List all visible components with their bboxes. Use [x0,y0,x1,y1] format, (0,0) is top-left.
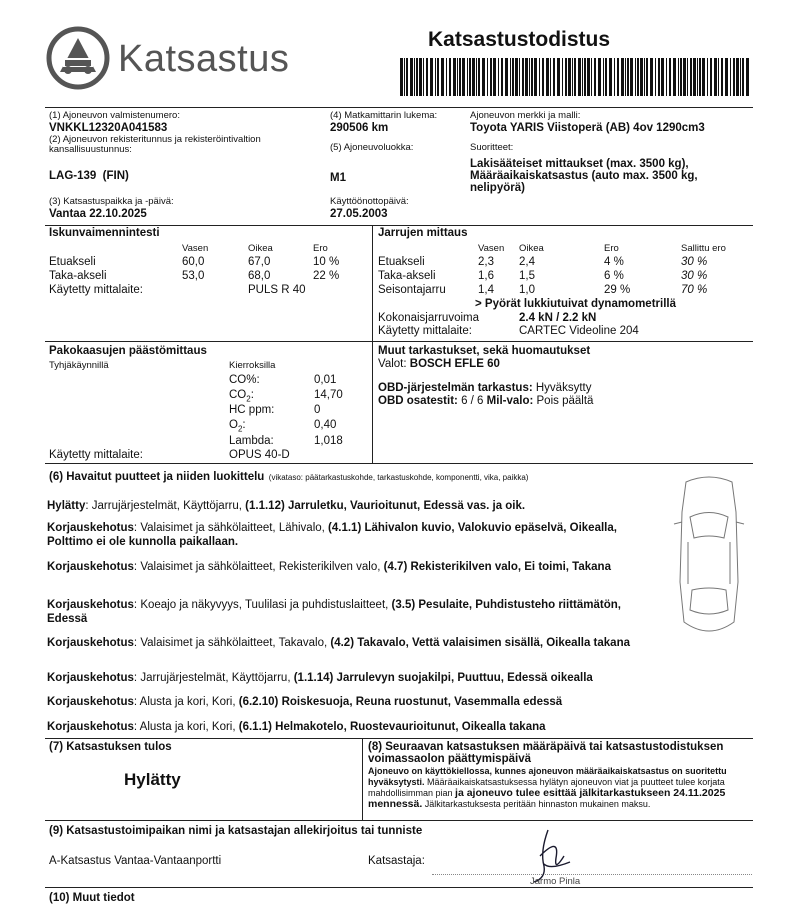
barcode-bar [410,58,413,96]
brakes-row-allowed: 30 % [681,270,708,282]
barcode-bar [702,58,705,96]
misc-title: (10) Muut tiedot [49,892,135,904]
barcode-bar [419,58,422,96]
make-value: Toyota YARIS Viistoperä (AB) 4ov 1290cm3 [470,122,705,134]
mil-label: Mil-valo: [486,395,534,407]
obd-label: OBD-järjestelmän tarkastus: [378,382,533,394]
barcode-bar [469,58,471,96]
barcode-bar [578,58,581,96]
result-value: Hylätty [124,770,181,789]
barcode-bar [550,58,551,96]
brakes-row-left: 1,6 [478,270,494,282]
lights-value: BOSCH EFLE 60 [409,358,500,370]
emissions-rpm-label: Kierroksilla [229,360,276,371]
barcode-bar [478,58,480,96]
brand-name: Katsastus [118,38,290,80]
emissions-co-label: CO%: [229,374,260,386]
brakes-row-diff: 6 % [604,270,624,282]
barcode-bar [462,58,465,96]
barcode-bar [605,58,607,96]
signature-title: (9) Katsastustoimipaikan nimi ja katsastajan allekirjoitus tai tunniste [49,825,423,837]
barcode-bar [472,58,475,96]
brakes-row-diff: 4 % [604,256,624,268]
brakes-col-diff: Ero [604,243,619,254]
barcode-bar [553,58,555,96]
defect-item [47,671,647,685]
car-diagram [666,472,752,642]
barcode-bar [603,58,604,96]
barcode-bar [584,58,586,96]
barcode-bar [487,58,488,96]
performed-label: Suoritteet: [470,142,514,153]
defect-description: (6.1.1) Helmakotelo, Ruostevaurioitunut, Oikealla takana [238,721,546,733]
shock-col-diff: Ero [313,243,328,254]
defect-location: Jarrujärjestelmät, Käyttöjarru, [137,672,294,684]
odometer-value: 290506 km [330,122,389,134]
odometer-label: (4) Matkamittarin lukema: [330,110,438,121]
brakes-total-value: 2.4 kN / 2.2 kN [519,312,597,324]
barcode-bar [441,58,444,96]
shock-row-diff: 22 % [313,270,340,282]
defect-severity: Korjauskehotus [47,599,134,611]
shock-device-value: PULS R 40 [248,284,306,296]
brakes-row-left: 1,4 [478,284,494,296]
barcode-bar [661,58,664,96]
defect-separator: : [85,500,89,512]
defect-item [47,598,647,626]
barcode-bar [435,58,436,96]
defect-item [47,560,647,574]
barcode-bar [515,58,518,96]
emissions-title: Pakokaasujen päästömittaus [49,345,207,357]
defect-item [47,695,647,709]
barcode-bar [416,58,418,96]
barcode-bar [510,58,511,96]
defect-location: Jarrujärjestelmät, Käyttöjarru, [88,500,246,512]
next-p3: ja ajoneuvo tulee esittää jälkitarkastukseen 24.11.2025 mennessä. [368,787,726,810]
barcode-bar [740,58,741,96]
barcode-bar [557,58,560,96]
defect-description: (4.2) Takavalo, Vettä valaisimen sisällä, Oikealla takana [330,637,630,649]
shock-row-name: Etuakseli [49,256,96,268]
barcode-bar [598,58,601,96]
defect-severity: Hylätty [47,500,86,512]
barcode-bar [646,58,648,96]
obd-parts-value: 6 / 6 [461,395,484,407]
brakes-device-label: Käytetty mittalaite: [378,325,472,337]
defect-separator: : [133,721,138,733]
barcode-bar [546,58,549,96]
barcode-bar [406,58,408,96]
barcode-bar [457,58,458,96]
barcode-bar [565,58,567,96]
defect-item [47,720,647,734]
brakes-row-name: Taka-akseli [378,270,436,282]
barcode-bar [699,58,701,96]
barcode-bar [644,58,645,96]
barcode-bar [627,58,629,96]
emissions-lambda-value: 1,018 [314,435,343,447]
brakes-col-left: Vasen [478,243,505,254]
barcode-bar [630,58,633,96]
emissions-co2-value: 14,70 [314,389,343,401]
barcode-bar [640,58,643,96]
barcode-bar [534,58,537,96]
barcode-bar [423,58,424,96]
barcode-bar [522,58,524,96]
document-title: Katsastustodistus [428,28,611,51]
barcode-bar [493,58,496,96]
barcode-bar [582,58,583,96]
make-label: Ajoneuvon merkki ja malli: [470,110,581,121]
barcode-bar [637,58,639,96]
defect-item [47,499,647,513]
barcode-bar [693,58,696,96]
defect-description: (4.7) Rekisterikilven valo, Ei toimi, Takana [383,561,611,573]
barcode-bar [710,58,712,96]
barcode [400,58,750,96]
result-title: (7) Katsastuksen tulos [49,741,172,753]
barcode-bar [609,58,612,96]
next-p2: Määräaikaiskatsastuksessa hylätyn ajoneuvon viat ja puutteet tulee korjata mahdollisimman pian [368,777,725,798]
station-name: A-Katsastus Vantaa-Vantaanportti [49,855,222,867]
barcode-bar [733,58,735,96]
defect-location: Valaisimet ja sähkölaitteet, Lähivalo, [137,522,329,534]
barcode-bar [449,58,451,96]
barcode-bar [591,58,592,96]
barcode-bar [414,58,415,96]
barcode-bar [687,58,688,96]
shock-col-right: Oikea [248,243,273,254]
defect-severity: Korjauskehotus [47,522,134,534]
next-p1: Ajoneuvo on käyttökiellossa, kunnes ajoneuvon määräaikaiskatsastus on suoritettu hyväksytysti. [368,766,727,787]
obd-parts-row [378,395,593,407]
vin-value: VNKKL12320A041583 [49,122,168,134]
barcode-bar [529,58,530,96]
brakes-row-right: 1,5 [519,270,535,282]
emissions-o2-value: 0,40 [314,419,337,431]
emissions-hc-value: 0 [314,404,321,416]
defect-separator: : [133,599,138,611]
mil-value: Pois päältä [536,395,594,407]
barcode-bar [525,58,528,96]
first-use-value: 27.05.2003 [330,208,388,220]
defects-title: (6) Havaitut puutteet ja niiden luokittelu [49,471,265,483]
barcode-bar [650,58,653,96]
barcode-bar [725,58,728,96]
emissions-device-label: Käytetty mittalaite: [49,449,143,461]
brakes-total-label: Kokonaisjarruvoima [378,312,479,324]
barcode-bar [718,58,719,96]
barcode-bar [658,58,660,96]
defect-severity: Korjauskehotus [47,721,134,733]
defect-separator: : [133,672,138,684]
brakes-row-name: Etuakseli [378,256,425,268]
emissions-co-value: 0,01 [314,374,337,386]
car-outline-icon [666,472,752,642]
barcode-bar [531,58,533,96]
next-title: (8) Seuraavan katsastuksen määräpäivä tai katsastustodistuksen voimassaolon päättymispäivä [368,741,724,765]
emissions-lambda-label: Lambda: [229,435,274,447]
barcode-bar [594,58,596,96]
barcode-bar [587,58,590,96]
barcode-bar [673,58,676,96]
defect-severity: Korjauskehotus [47,561,134,573]
emissions-idle-label: Tyhjäkäynnillä [49,360,109,371]
brakes-title: Jarrujen mittaus [378,227,468,239]
barcode-bar [666,58,667,96]
barcode-image [400,58,750,96]
emissions-hc-label: HC ppm: [229,404,275,416]
obd-value: Hyväksytty [535,382,592,394]
barcode-bar [690,58,692,96]
barcode-bar [655,58,656,96]
emissions-device-value: OPUS 40-D [229,449,290,461]
barcode-bar [617,58,619,96]
barcode-bar [519,58,520,96]
class-label: (5) Ajoneuvoluokka: [330,142,414,153]
shock-row-left: 60,0 [182,256,205,268]
barcode-bar [621,58,624,96]
place-label: (3) Katsastuspaikka ja -päivä: [49,196,174,207]
defect-separator: : [133,561,138,573]
lights-label: Valot: [378,358,407,370]
obd-row [378,382,591,394]
brakes-row-allowed: 70 % [681,284,708,296]
barcode-bar [680,58,682,96]
defect-location: Valaisimet ja sähkölaitteet, Takavalo, [137,637,331,649]
brakes-row-name: Seisontajarru [378,284,446,296]
barcode-bar [669,58,671,96]
defect-separator: : [133,637,138,649]
brakes-col-right: Oikea [519,243,544,254]
defect-location: Koeajo ja näkyvyys, Tuulilasi ja puhdistuslaitteet, [137,599,392,611]
defects-header [49,467,528,485]
barcode-bar [404,58,405,96]
barcode-bar [467,58,468,96]
barcode-bar [505,58,508,96]
barcode-bar [614,58,615,96]
barcode-bar [730,58,731,96]
defects-subtitle: (vikataso: päätarkastuskohde, tarkastuskohde, komponentti, vika, paikka) [268,473,529,482]
class-value: M1 [330,172,346,184]
brakes-row-diff: 29 % [604,284,631,296]
barcode-bar [498,58,499,96]
brakes-col-allowed: Sallittu ero [681,243,726,254]
emissions-co2-label: $CO_2$: [229,389,254,404]
barcode-bar [400,58,403,96]
katsastus-logo-icon [46,26,110,90]
shock-row-diff: 10 % [313,256,340,268]
barcode-bar [459,58,461,96]
barcode-bar [426,58,428,96]
defect-location: Alusta ja kori, Kori, [137,721,239,733]
defect-location: Alusta ja kori, Kori, [137,696,239,708]
emissions-o2-label: $O_2$: [229,419,246,434]
obd-parts-label: OBD osatestit: [378,395,458,407]
shock-row-right: 67,0 [248,256,271,268]
defect-description: (1.1.12) Jarruletku, Vaurioitunut, Edessä vas. ja oik. [245,500,526,512]
defect-description: (1.1.14) Jarrulevyn suojakilpi, Puuttuu, Edessä oikealla [293,672,593,684]
defect-item [47,636,647,650]
barcode-bar [678,58,679,96]
barcode-bar [572,58,573,96]
shock-col-left: Vasen [182,243,209,254]
barcode-bar [568,58,571,96]
brakes-device-value: CARTEC Videoline 204 [519,325,639,337]
brakes-row-left: 2,3 [478,256,494,268]
vin-label: (1) Ajoneuvon valmistenumero: [49,110,180,121]
barcode-bar [437,58,439,96]
defect-separator: : [133,696,138,708]
barcode-bar [697,58,698,96]
performed-value: Lakisääteiset mittaukset (max. 3500 kg), Määräaikaiskatsastus (auto max. 3500 kg, nelipyörä) [470,158,698,194]
signature-line [432,874,752,875]
barcode-bar [625,58,626,96]
brakes-row-allowed: 30 % [681,256,708,268]
barcode-bar [736,58,739,96]
barcode-bar [453,58,456,96]
defect-item [47,521,647,549]
barcode-bar [476,58,477,96]
barcode-bar [721,58,723,96]
defect-description: (3.5) Pesulaite, Puhdistusteho riittämätön, Edessä [47,599,621,625]
barcode-bar [683,58,686,96]
reg-label: (2) Ajoneuvon rekisteritunnus ja rekisteröintivaltion kansallisuustunnus: [49,134,261,155]
shock-row-right: 68,0 [248,270,271,282]
barcode-bar [707,58,708,96]
first-use-label: Käyttöönottopäivä: [330,196,409,207]
next-text [368,766,753,810]
shock-title: Iskunvaimennintesti [49,227,160,239]
next-p4: Jälkitarkastuksesta peritään hinnaston mukainen maksu. [422,799,651,809]
barcode-bar [512,58,514,96]
barcode-bar [742,58,744,96]
barcode-bar [562,58,563,96]
barcode-bar [539,58,540,96]
barcode-bar [574,58,576,96]
barcode-bar [482,58,485,96]
barcode-bar [746,58,749,96]
defect-severity: Korjauskehotus [47,672,134,684]
other-title: Muut tarkastukset, sekä huomautukset [378,345,591,357]
shock-row-left: 53,0 [182,270,205,282]
place-value: Vantaa 22.10.2025 [49,208,147,220]
barcode-bar [501,58,503,96]
barcode-bar [542,58,544,96]
brakes-row-right: 1,0 [519,284,535,296]
inspector-name: Jarmo Pinla [530,876,581,887]
barcode-bar [446,58,447,96]
reg-value: LAG-139 (FIN) [49,170,129,182]
barcode-bar [490,58,492,96]
defect-separator: : [133,522,138,534]
shock-row-name: Taka-akseli [49,270,107,282]
brand-logo [46,26,110,90]
inspector-label: Katsastaja: [368,855,425,867]
defect-description: (4.1.1) Lähivalon kuvio, Valokuvio epäselvä, Oikealla, Polttimo ei ole kunnolla paikallaan. [47,522,617,548]
defect-location: Valaisimet ja sähkölaitteet, Rekisterikilven valo, [137,561,384,573]
defect-description: (6.2.10) Roiskesuoja, Reuna ruostunut, Vasemmalla edessä [238,696,563,708]
barcode-bar [635,58,636,96]
brakes-row-right: 2,4 [519,256,535,268]
lights-row [378,358,500,370]
defect-severity: Korjauskehotus [47,696,134,708]
brakes-lock-note: > Pyörät lukkiutuivat dynamometrillä [475,298,676,310]
barcode-bar [430,58,433,96]
shock-device-label: Käytetty mittalaite: [49,284,143,296]
barcode-bar [714,58,717,96]
defect-severity: Korjauskehotus [47,637,134,649]
